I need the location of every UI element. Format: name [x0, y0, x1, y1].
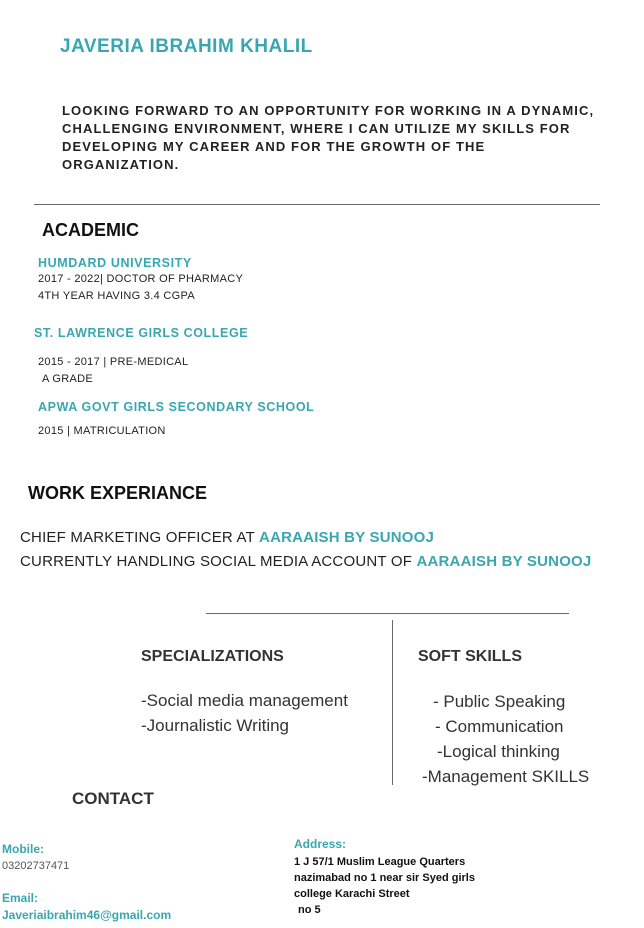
- school-name: APWA GOVT GIRLS SECONDARY SCHOOL: [38, 400, 315, 414]
- academic-heading: ACADEMIC: [42, 220, 139, 240]
- work-heading: WORK EXPERIANCE: [28, 483, 208, 503]
- soft-skills-list: [422, 689, 589, 789]
- address: [294, 854, 475, 918]
- email-label: Email:: [2, 891, 39, 905]
- school-name: ST. LAWRENCE GIRLS COLLEGE: [34, 326, 249, 340]
- company-name: AARAAISH BY SUNOOJ: [259, 529, 435, 546]
- school-detail: A GRADE: [42, 373, 94, 385]
- school-detail: 2017 - 2022| DOCTOR OF PHARMACY: [38, 273, 244, 285]
- divider-top: [34, 204, 600, 205]
- list-item: -Social media management: [141, 691, 348, 710]
- list-item: -Journalistic Writing: [141, 716, 290, 735]
- school-detail: 2015 - 2017 | PRE-MEDICAL: [38, 356, 189, 368]
- work-experience: [20, 526, 620, 574]
- candidate-name: JAVERIA IBRAHIM KHALIL: [60, 36, 313, 57]
- divider-middle: [206, 613, 569, 614]
- specializations-list: [141, 688, 348, 738]
- mobile-number: 03202737471: [2, 860, 70, 872]
- work-line: CHIEF MARKETING OFFICER AT AARAAISH BY SUNOOJ: [20, 529, 435, 546]
- school-detail: 4TH YEAR HAVING 3.4 CGPA: [38, 290, 195, 302]
- mobile-label: Mobile:: [2, 842, 44, 856]
- soft-skills-heading: SOFT SKILLS: [418, 648, 522, 665]
- email-address: Javeriaibrahim46@gmail.com: [2, 908, 172, 922]
- school-detail: 2015 | MATRICULATION: [38, 425, 166, 437]
- company-name: AARAAISH BY SUNOOJ: [416, 553, 592, 570]
- list-item: - Communication: [435, 717, 564, 736]
- list-item: - Public Speaking: [433, 692, 566, 711]
- list-item: -Management SKILLS: [422, 767, 590, 786]
- address-line: nazimabad no 1 near sir Syed girls: [294, 872, 475, 884]
- list-item: -Logical thinking: [437, 742, 560, 761]
- contact-heading: CONTACT: [72, 789, 154, 808]
- address-line: no 5: [298, 904, 321, 916]
- address-line: college Karachi Street: [294, 888, 410, 900]
- career-objective: LOOKING FORWARD TO AN OPPORTUNITY FOR WORKING IN A DYNAMIC, CHALLENGING ENVIRONMENT, WHERE I CAN UTILIZE MY SKILLS FOR DEVELOPING MY CAREER AND FOR THE GROWTH OF THE ORGANIZATION.: [62, 103, 595, 172]
- address-label: Address:: [294, 837, 347, 851]
- column-divider: [392, 620, 393, 785]
- specializations-heading: SPECIALIZATIONS: [141, 648, 284, 665]
- address-line: 1 J 57/1 Muslim League Quarters: [294, 856, 466, 868]
- work-line: CURRENTLY HANDLING SOCIAL MEDIA ACCOUNT OF AARAAISH BY SUNOOJ: [20, 553, 592, 570]
- school-name: HUMDARD UNIVERSITY: [38, 256, 192, 270]
